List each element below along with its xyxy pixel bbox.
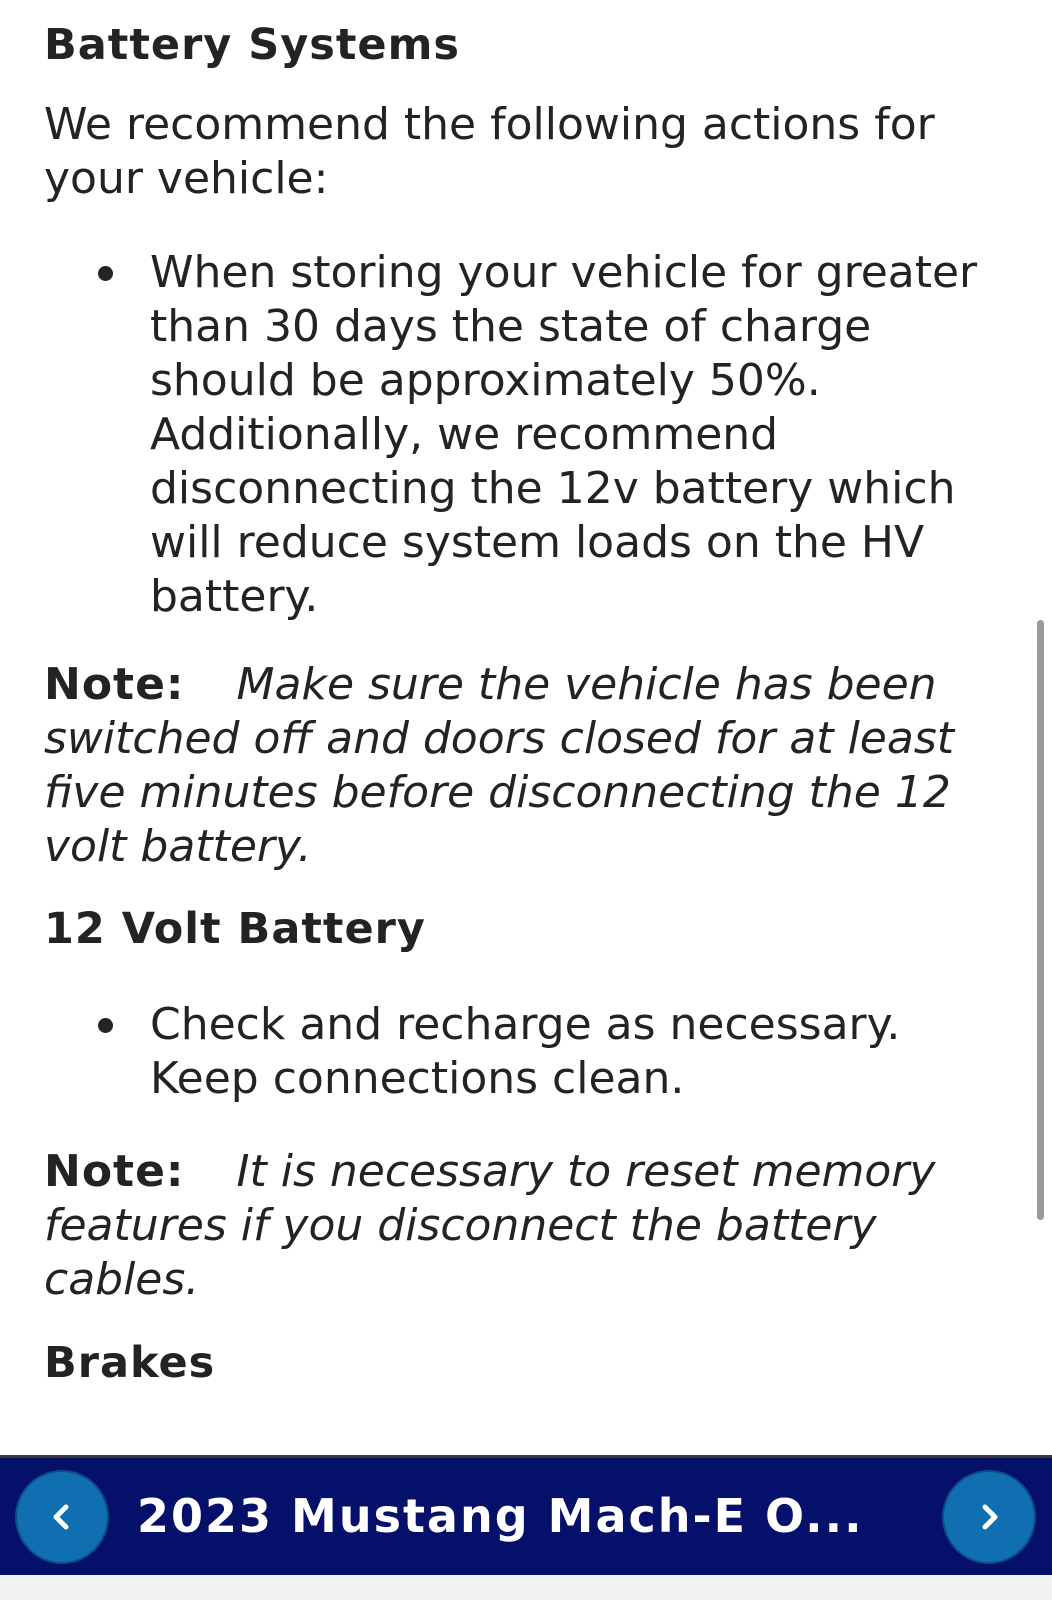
scrollbar[interactable]: [1037, 620, 1044, 1220]
manual-title: 2023 Mustang Mach-E O...: [137, 1489, 864, 1543]
bullet-dot-icon: [98, 1018, 113, 1033]
twelve-volt-bullet-text: Check and recharge as necessary. Keep connections clean.: [150, 999, 901, 1104]
recommend-intro-text: We recommend the following actions for your vehicle:: [44, 99, 935, 204]
storage-bullet-text: When storing your vehicle for greater than 30 days the state of charge should be approximately 50%. Additionally, we recommend disconnecting the 12v battery which will reduce system loads on the HV battery.: [150, 247, 978, 622]
section-heading-brakes: Brakes: [44, 1338, 216, 1388]
chevron-left-icon: [45, 1500, 79, 1534]
bullet-dot-icon: [98, 266, 113, 281]
bottom-navigation-bar: [0, 1455, 1052, 1575]
footer-strip: [0, 1575, 1052, 1600]
note-block-1: [44, 658, 1034, 874]
next-page-button[interactable]: [942, 1470, 1036, 1564]
chevron-right-icon: [972, 1500, 1006, 1534]
note-text: It is necessary to reset memory features if you disconnect the battery cables.: [44, 1146, 936, 1305]
section-heading-battery-systems: Battery Systems: [44, 20, 460, 70]
note-text: Make sure the vehicle has been switched off and doors closed for at least five minutes before disconnecting the 12 volt battery.: [44, 659, 955, 872]
previous-page-button[interactable]: [15, 1470, 109, 1564]
section-heading-12-volt-battery: 12 Volt Battery: [44, 904, 426, 954]
note-label: Note:: [44, 1146, 185, 1197]
note-label: Note:: [44, 659, 185, 710]
note-block-2: [44, 1145, 1034, 1307]
